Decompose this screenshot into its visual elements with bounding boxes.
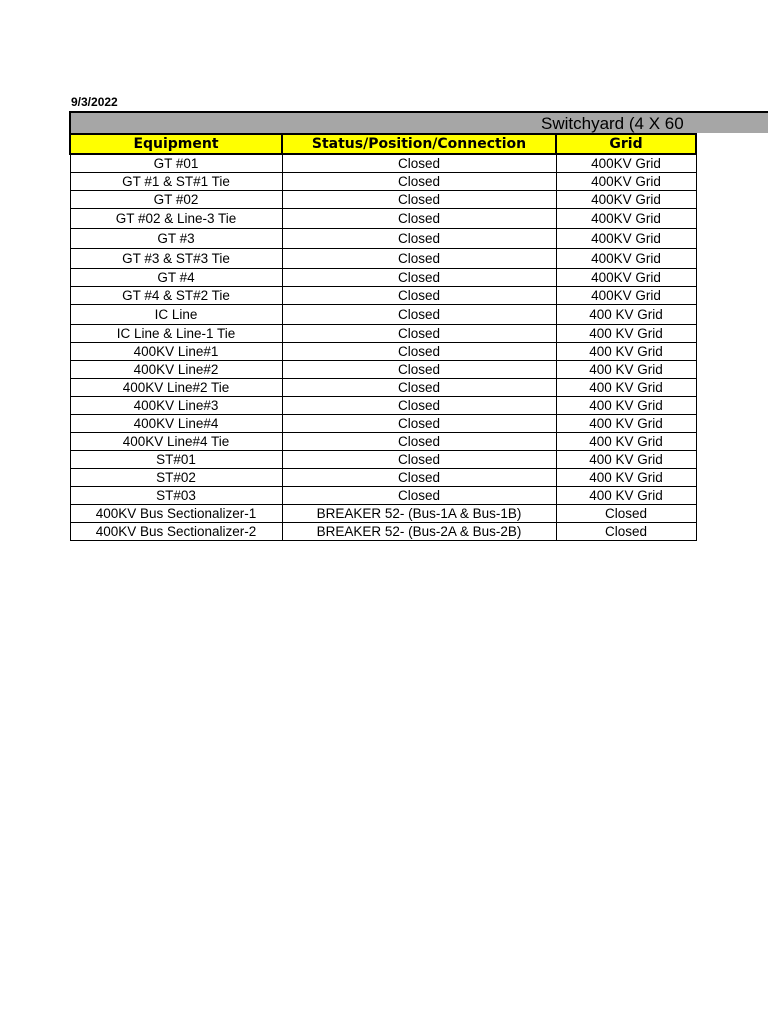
cell-grid: 400KV Grid	[556, 269, 696, 287]
cell-grid: 400KV Grid	[556, 249, 696, 269]
cell-status: Closed	[282, 229, 556, 249]
cell-equipment: GT #4	[70, 269, 282, 287]
cell-grid: 400KV Grid	[556, 209, 696, 229]
table-row	[70, 229, 696, 249]
table-row	[70, 325, 696, 343]
cell-grid: 400 KV Grid	[556, 305, 696, 325]
cell-status: BREAKER 52- (Bus-2A & Bus-2B)	[282, 523, 556, 541]
cell-status: BREAKER 52- (Bus-1A & Bus-1B)	[282, 505, 556, 523]
cell-equipment: 400KV Line#1	[70, 343, 282, 361]
header-row	[70, 134, 696, 154]
cell-status: Closed	[282, 469, 556, 487]
table-row	[70, 523, 696, 541]
table-row	[70, 154, 696, 173]
cell-status: Closed	[282, 397, 556, 415]
cell-status: Closed	[282, 191, 556, 209]
table-row	[70, 287, 696, 305]
cell-grid: 400KV Grid	[556, 191, 696, 209]
cell-grid: Closed	[556, 523, 696, 541]
table-row	[70, 191, 696, 209]
cell-status: Closed	[282, 487, 556, 505]
header-equipment: Equipment	[70, 134, 282, 154]
table-row	[70, 173, 696, 191]
report-date: 9/3/2022	[71, 95, 118, 109]
title-bar	[69, 111, 768, 133]
table-row	[70, 469, 696, 487]
table-row	[70, 249, 696, 269]
cell-status: Closed	[282, 154, 556, 173]
cell-equipment: 400KV Line#4	[70, 415, 282, 433]
cell-equipment: 400KV Line#4 Tie	[70, 433, 282, 451]
cell-status: Closed	[282, 433, 556, 451]
table-row	[70, 305, 696, 325]
header-grid: Grid	[556, 134, 696, 154]
cell-equipment: 400KV Bus Sectionalizer-1	[70, 505, 282, 523]
cell-grid: Closed	[556, 505, 696, 523]
table-row	[70, 415, 696, 433]
cell-status: Closed	[282, 209, 556, 229]
table-row	[70, 361, 696, 379]
cell-status: Closed	[282, 361, 556, 379]
table-row	[70, 269, 696, 287]
cell-equipment: 400KV Line#2	[70, 361, 282, 379]
table-row	[70, 397, 696, 415]
cell-grid: 400 KV Grid	[556, 415, 696, 433]
cell-equipment: GT #3	[70, 229, 282, 249]
sheet-title: Switchyard (4 X 60	[541, 114, 684, 133]
cell-grid: 400 KV Grid	[556, 433, 696, 451]
cell-equipment: GT #01	[70, 154, 282, 173]
cell-equipment: 400KV Line#3	[70, 397, 282, 415]
cell-equipment: GT #1 & ST#1 Tie	[70, 173, 282, 191]
table-row	[70, 343, 696, 361]
cell-equipment: GT #3 & ST#3 Tie	[70, 249, 282, 269]
cell-status: Closed	[282, 325, 556, 343]
cell-grid: 400 KV Grid	[556, 361, 696, 379]
cell-status: Closed	[282, 173, 556, 191]
cell-grid: 400KV Grid	[556, 173, 696, 191]
cell-equipment: IC Line	[70, 305, 282, 325]
cell-status: Closed	[282, 343, 556, 361]
cell-grid: 400KV Grid	[556, 229, 696, 249]
table-row	[70, 505, 696, 523]
cell-status: Closed	[282, 451, 556, 469]
cell-grid: 400 KV Grid	[556, 343, 696, 361]
cell-status: Closed	[282, 269, 556, 287]
cell-equipment: ST#02	[70, 469, 282, 487]
cell-grid: 400 KV Grid	[556, 451, 696, 469]
cell-equipment: 400KV Bus Sectionalizer-2	[70, 523, 282, 541]
cell-equipment: ST#03	[70, 487, 282, 505]
table-row	[70, 433, 696, 451]
cell-grid: 400 KV Grid	[556, 487, 696, 505]
cell-status: Closed	[282, 379, 556, 397]
table-row	[70, 209, 696, 229]
cell-equipment: GT #02	[70, 191, 282, 209]
cell-status: Closed	[282, 249, 556, 269]
table-row	[70, 451, 696, 469]
cell-status: Closed	[282, 305, 556, 325]
cell-grid: 400 KV Grid	[556, 379, 696, 397]
cell-status: Closed	[282, 415, 556, 433]
cell-grid: 400KV Grid	[556, 287, 696, 305]
cell-equipment: 400KV Line#2 Tie	[70, 379, 282, 397]
table-row	[70, 487, 696, 505]
header-status: Status/Position/Connection	[282, 134, 556, 154]
cell-equipment: GT #4 & ST#2 Tie	[70, 287, 282, 305]
cell-grid: 400 KV Grid	[556, 469, 696, 487]
cell-equipment: IC Line & Line-1 Tie	[70, 325, 282, 343]
cell-equipment: ST#01	[70, 451, 282, 469]
cell-grid: 400KV Grid	[556, 154, 696, 173]
cell-grid: 400 KV Grid	[556, 397, 696, 415]
table-row	[70, 379, 696, 397]
switchyard-table	[69, 133, 697, 541]
cell-status: Closed	[282, 287, 556, 305]
cell-grid: 400 KV Grid	[556, 325, 696, 343]
cell-equipment: GT #02 & Line-3 Tie	[70, 209, 282, 229]
